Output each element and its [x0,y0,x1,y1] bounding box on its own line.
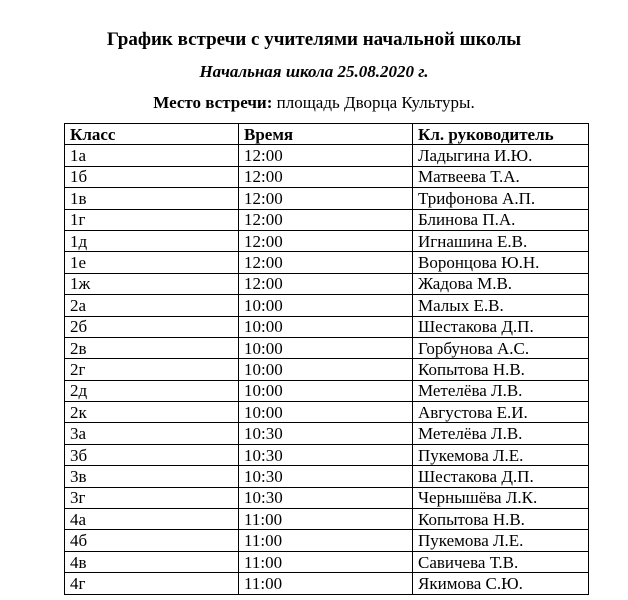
time-cell: 10:30 [239,423,413,444]
table-row [65,423,589,444]
teacher-cell: Метелёва Л.В. [413,423,589,444]
teacher-cell: Блинова П.А. [413,209,589,230]
teacher-cell: Чернышёва Л.К. [413,487,589,508]
class-cell: 1д [65,230,239,251]
class-cell: 2б [65,316,239,337]
table-row [65,230,589,251]
time-cell: 10:00 [239,359,413,380]
teacher-cell: Горбунова А.С. [413,337,589,358]
meeting-place-label: Место встречи: [153,93,273,112]
class-cell: 1а [65,145,239,166]
class-cell: 2д [65,380,239,401]
meeting-place-value: площадь Дворца Культуры. [276,93,475,112]
class-cell: 4а [65,509,239,530]
schedule-table-body [65,145,589,594]
teacher-cell: Матвеева Т.А. [413,166,589,187]
teacher-cell: Шестакова Д.П. [413,466,589,487]
time-cell: 12:00 [239,188,413,209]
time-cell: 12:00 [239,166,413,187]
table-row [65,530,589,551]
teacher-cell: Ладыгина И.Ю. [413,145,589,166]
time-cell: 10:30 [239,466,413,487]
table-row [65,573,589,594]
table-row [65,337,589,358]
time-cell: 12:00 [239,273,413,294]
class-cell: 1г [65,209,239,230]
class-cell: 4в [65,551,239,572]
class-cell: 2к [65,402,239,423]
time-cell: 10:00 [239,337,413,358]
teacher-cell: Пукемова Л.Е. [413,530,589,551]
page-subtitle: Начальная школа 25.08.2020 г. [199,62,429,81]
teacher-cell: Копытова Н.В. [413,359,589,380]
time-cell: 12:00 [239,145,413,166]
table-row [65,509,589,530]
time-cell: 10:00 [239,402,413,423]
teacher-cell: Шестакова Д.П. [413,316,589,337]
teacher-cell: Метелёва Л.В. [413,380,589,401]
table-row [65,145,589,166]
meeting-place-line [0,92,628,114]
teacher-cell: Воронцова Ю.Н. [413,252,589,273]
class-cell: 3а [65,423,239,444]
table-row [65,209,589,230]
class-cell: 2а [65,295,239,316]
table-row [65,444,589,465]
table-row [65,252,589,273]
teacher-cell: Копытова Н.В. [413,509,589,530]
table-header-row [65,124,589,145]
teacher-cell: Якимова С.Ю. [413,573,589,594]
table-row [65,487,589,508]
class-cell: 1в [65,188,239,209]
column-header-teacher: Кл. руководитель [413,124,589,145]
time-cell: 12:00 [239,230,413,251]
class-cell: 4г [65,573,239,594]
table-row [65,273,589,294]
teacher-cell: Игнашина Е.В. [413,230,589,251]
time-cell: 10:00 [239,316,413,337]
class-cell: 4б [65,530,239,551]
time-cell: 10:30 [239,487,413,508]
schedule-table [64,123,589,595]
column-header-class: Класс [65,124,239,145]
time-cell: 10:30 [239,444,413,465]
teacher-cell: Савичева Т.В. [413,551,589,572]
time-cell: 11:00 [239,551,413,572]
table-row [65,188,589,209]
table-row [65,380,589,401]
class-cell: 1б [65,166,239,187]
time-cell: 11:00 [239,573,413,594]
time-cell: 11:00 [239,530,413,551]
table-row [65,295,589,316]
table-row [65,402,589,423]
class-cell: 3г [65,487,239,508]
class-cell: 3в [65,466,239,487]
class-cell: 2г [65,359,239,380]
teacher-cell: Малых Е.В. [413,295,589,316]
teacher-cell: Трифонова А.П. [413,188,589,209]
page-title: График встречи с учителями начальной школы [106,29,522,50]
class-cell: 1ж [65,273,239,294]
time-cell: 12:00 [239,209,413,230]
time-cell: 12:00 [239,252,413,273]
time-cell: 11:00 [239,509,413,530]
table-row [65,551,589,572]
teacher-cell: Пукемова Л.Е. [413,444,589,465]
class-cell: 2в [65,337,239,358]
column-header-time: Время [239,124,413,145]
teacher-cell: Августова Е.И. [413,402,589,423]
table-row [65,316,589,337]
table-row [65,359,589,380]
time-cell: 10:00 [239,295,413,316]
teacher-cell: Жадова М.В. [413,273,589,294]
table-row [65,466,589,487]
class-cell: 1е [65,252,239,273]
table-row [65,166,589,187]
time-cell: 10:00 [239,380,413,401]
class-cell: 3б [65,444,239,465]
